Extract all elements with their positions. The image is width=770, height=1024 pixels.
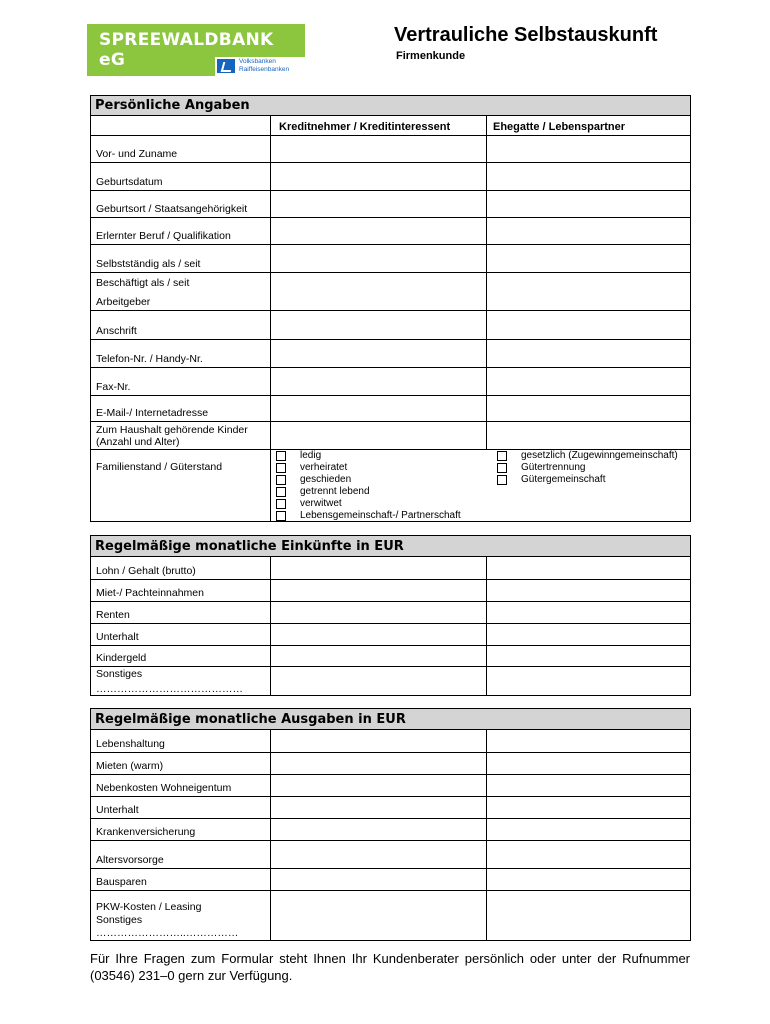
document-title: Vertrauliche Selbstauskunft [394,24,658,46]
income-heading: Regelmäßige monatliche Einkünfte in EUR [91,536,690,557]
row-other-income[interactable]: Sonstiges …………………………………… [91,666,690,695]
checkbox[interactable] [497,463,507,473]
option-gesetzlich[interactable]: gesetzlich (Zugewinngemeinschaft) [497,450,678,462]
row-self-employed[interactable]: Selbstständig als / seit [91,244,690,272]
option-partnerschaft[interactable]: Lebensgemeinschaft-/ Partnerschaft [276,510,461,522]
marital-status-options [276,450,461,522]
row-fax[interactable]: Fax-Nr. [91,367,690,395]
col-borrower: Kreditnehmer / Kreditinteressent [279,121,451,133]
property-regime-options [497,450,678,486]
row-building-savings[interactable]: Bausparen [91,868,690,890]
row-employer[interactable]: Arbeitgeber [91,291,690,310]
row-living-costs[interactable]: Lebenshaltung [91,730,690,752]
checkbox[interactable] [276,475,286,485]
checkbox[interactable] [276,451,286,461]
row-property-costs[interactable]: Nebenkosten Wohneigentum [91,774,690,796]
expenses-heading: Regelmäßige monatliche Ausgaben in EUR [91,709,690,730]
checkbox[interactable] [276,463,286,473]
row-phone[interactable]: Telefon-Nr. / Handy-Nr. [91,339,690,367]
row-pensions[interactable]: Renten [91,601,690,623]
network-name: Volksbanken Raiffeisenbanken [239,58,290,73]
option-verwitwet[interactable]: verwitwet [276,498,461,510]
row-salary[interactable]: Lohn / Gehalt (brutto) [91,557,690,579]
checkbox[interactable] [276,499,286,509]
footer-note: Für Ihre Fragen zum Formular steht Ihnen Ihr Kundenberater persönlich oder unter der Rufnummer (03546) 231–0 gern zur Verfügung. [90,951,690,983]
document-subtitle: Firmenkunde [396,50,466,62]
row-car-costs[interactable]: PKW-Kosten / Leasing [91,890,690,913]
row-marital-status: Familienstand / Güterstand ledig verheiratet geschieden getrennt lebend verwitwet Lebensgemeinschaft-/ Partnerschaft gesetzlich (Zugewinngemeinschaft) Gütertrennung Gütergemeinschaft [91,449,690,521]
option-guetertrennung[interactable]: Gütertrennung [497,462,678,474]
row-name[interactable]: Vor- und Zuname [91,135,690,162]
row-address[interactable]: Anschrift [91,310,690,339]
row-children[interactable]: Zum Haushalt gehörende Kinder (Anzahl und Alter) [91,421,690,449]
row-birthplace[interactable]: Geburtsort / Staatsangehörigkeit [91,190,690,217]
row-birthdate[interactable]: Geburtsdatum [91,162,690,190]
option-geschieden[interactable]: geschieden [276,474,461,486]
row-alimony-expense[interactable]: Unterhalt [91,796,690,818]
vr-logo-icon [217,59,235,73]
personal-section [90,95,691,522]
option-verheiratet[interactable]: verheiratet [276,462,461,474]
option-guetergemeinschaft[interactable]: Gütergemeinschaft [497,474,678,486]
row-alimony-income[interactable]: Unterhalt [91,623,690,645]
row-rent-warm[interactable]: Mieten (warm) [91,752,690,774]
option-getrennt[interactable]: getrennt lebend [276,486,461,498]
column-header-row [91,116,690,135]
col-spouse: Ehegatte / Lebenspartner [493,121,626,133]
checkbox[interactable] [497,451,507,461]
row-child-benefit[interactable]: Kindergeld [91,645,690,666]
expenses-section [90,708,691,941]
row-profession[interactable]: Erlernter Beruf / Qualifikation [91,217,690,244]
row-employed[interactable]: Beschäftigt als / seit [91,272,690,291]
checkbox[interactable] [276,487,286,497]
row-rent-income[interactable]: Miet-/ Pachteinnahmen [91,579,690,601]
row-health-insurance[interactable]: Krankenversicherung [91,818,690,840]
checkbox[interactable] [497,475,507,485]
bank-name: SPREEWALDBANK eG [99,30,274,70]
bank-logo [87,24,305,76]
row-other-expenses[interactable]: Sonstiges ……………………..…………… [91,913,690,940]
option-ledig[interactable]: ledig [276,450,461,462]
row-pension-provision[interactable]: Altersvorsorge [91,840,690,868]
income-section [90,535,691,696]
row-email[interactable]: E-Mail-/ Internetadresse [91,395,690,421]
personal-heading: Persönliche Angaben [91,96,690,116]
checkbox[interactable] [276,511,286,521]
vr-badge [215,57,305,76]
